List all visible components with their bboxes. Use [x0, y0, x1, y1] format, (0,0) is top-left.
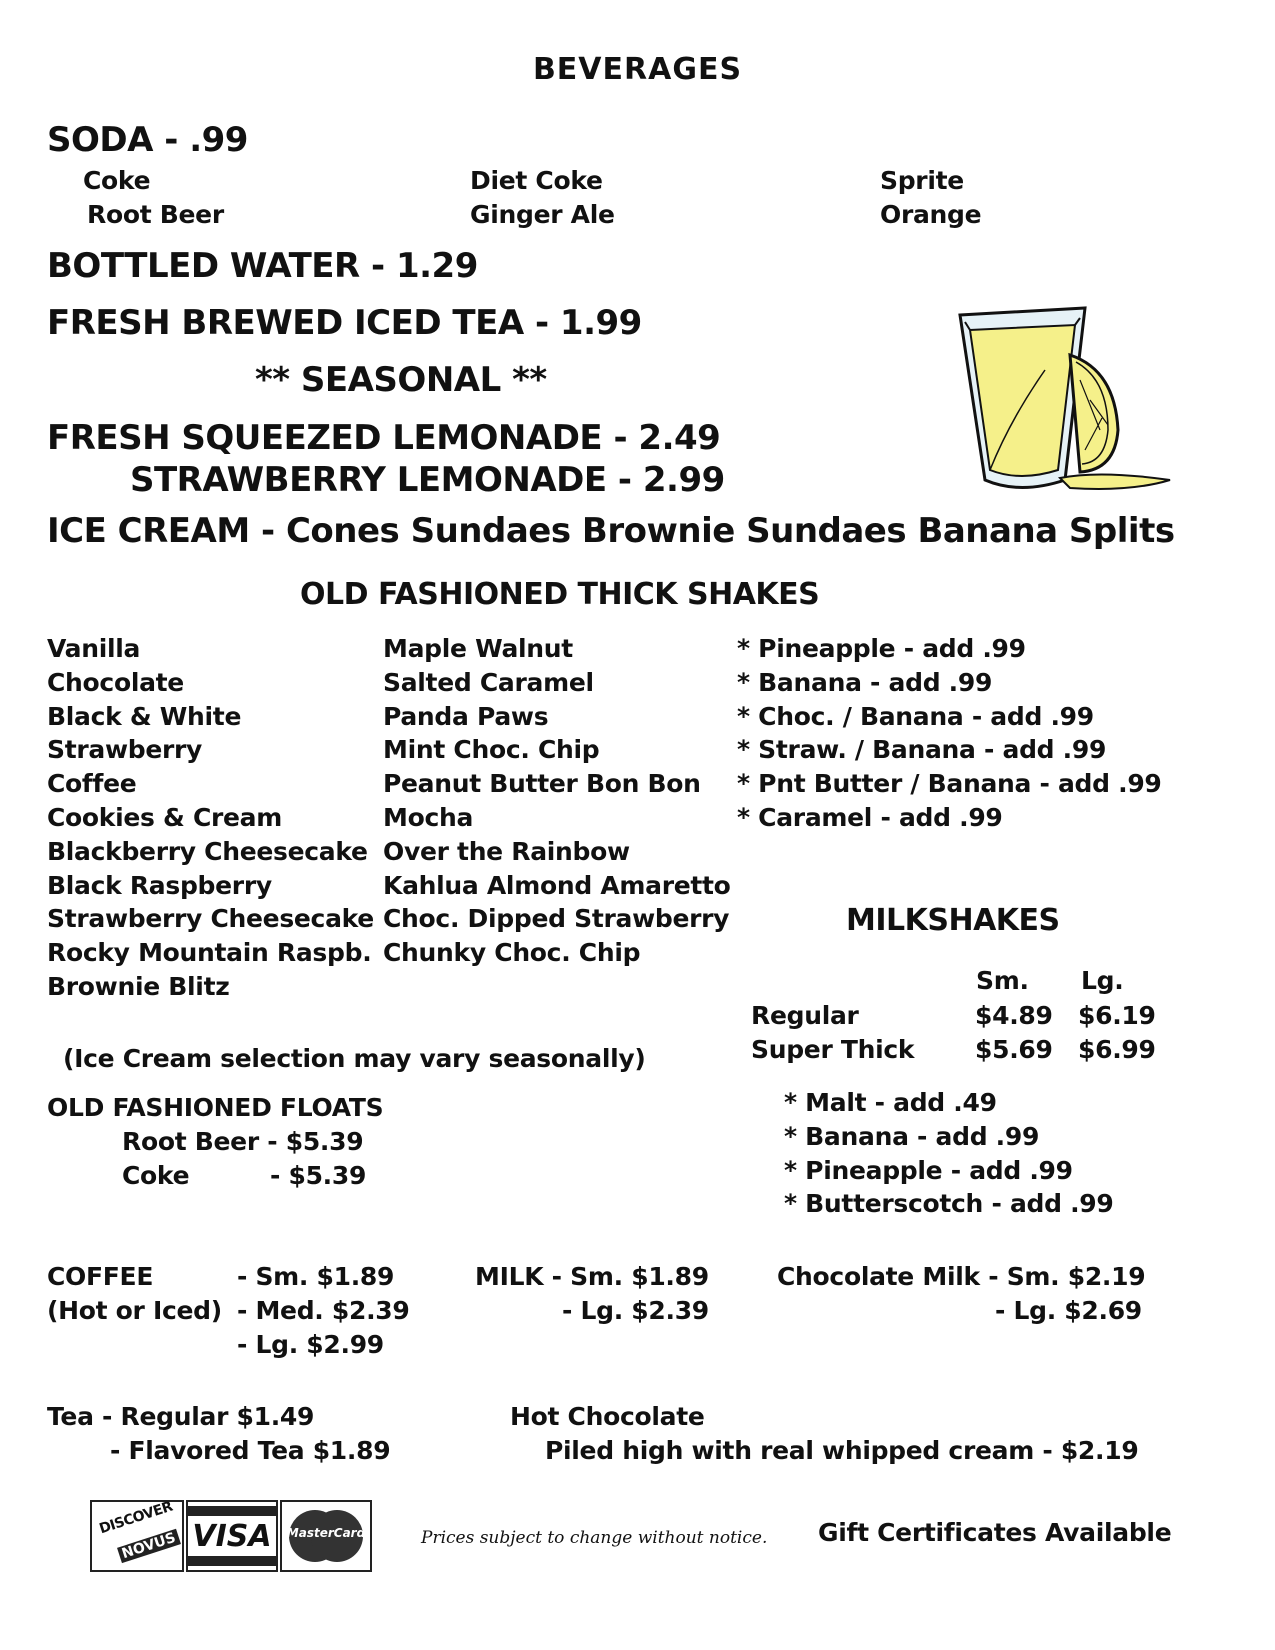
list-item: Coffee: [47, 769, 137, 799]
visa-text: VISA: [192, 1519, 272, 1554]
milkshake-name: Super Thick: [751, 1035, 915, 1064]
strawberry-lemonade: STRAWBERRY LEMONADE - 2.99: [130, 460, 725, 500]
seasonal-banner: ** SEASONAL **: [255, 360, 547, 400]
ice-cream-line: ICE CREAM - Cones Sundaes Brownie Sundaes Banana Splits: [47, 511, 1175, 551]
tea-flavored: - Flavored Tea $1.89: [110, 1436, 391, 1465]
coffee-size: - Sm. $1.89: [237, 1262, 395, 1291]
milkshake-price-large: $6.99: [1078, 1035, 1156, 1064]
milkshake-price-small: $4.89: [975, 1001, 1053, 1030]
list-item: Blackberry Cheesecake: [47, 836, 368, 866]
soda-flavor: Root Beer: [87, 200, 224, 229]
coffee-sub: (Hot or Iced): [47, 1296, 222, 1325]
soda-heading: SODA - .99: [47, 120, 248, 160]
soda-flavor: Sprite: [880, 166, 964, 195]
addon-item: * Choc. / Banana - add .99: [737, 701, 1094, 731]
hot-chocolate-desc: Piled high with real whipped cream - $2.19: [545, 1436, 1139, 1465]
iced-tea: FRESH BREWED ICED TEA - 1.99: [47, 303, 642, 343]
novus-text: NOVUS: [117, 1529, 180, 1563]
soda-flavor: Diet Coke: [470, 166, 603, 195]
addon-item: * Pnt Butter / Banana - add .99: [737, 769, 1162, 799]
soda-flavor: Ginger Ale: [470, 200, 615, 229]
list-item: Chocolate: [47, 667, 184, 697]
list-item: Chunky Choc. Chip: [383, 938, 641, 968]
size-header-large: Lg.: [1081, 966, 1124, 995]
list-item: Kahlua Almond Amaretto: [383, 870, 731, 900]
milkshakes-heading: MILKSHAKES: [846, 903, 1060, 938]
hot-chocolate-label: Hot Chocolate: [510, 1402, 705, 1431]
tea-regular: Tea - Regular $1.49: [47, 1402, 315, 1431]
addon-item: * Banana - add .99: [784, 1121, 1040, 1151]
list-item: Peanut Butter Bon Bon: [383, 769, 701, 799]
mastercard-text: MasterCard: [286, 1526, 366, 1540]
bottled-water: BOTTLED WATER - 1.29: [47, 246, 478, 286]
chocolate-milk-label: Chocolate Milk - Sm. $2.19: [777, 1262, 1146, 1291]
addon-item: * Banana - add .99: [737, 667, 993, 697]
float-price: - $5.39: [270, 1161, 367, 1190]
list-item: Salted Caramel: [383, 667, 594, 697]
list-item: Cookies & Cream: [47, 802, 282, 832]
selection-note: (Ice Cream selection may vary seasonally): [63, 1044, 646, 1073]
addon-item: * Malt - add .49: [784, 1088, 997, 1117]
list-item: Over the Rainbow: [383, 836, 630, 866]
list-item: Strawberry Cheesecake: [47, 904, 374, 934]
milkshake-price-small: $5.69: [975, 1035, 1053, 1064]
list-item: Black & White: [47, 701, 242, 731]
floats-heading: OLD FASHIONED FLOATS: [47, 1093, 384, 1122]
soda-flavor: Coke: [83, 166, 151, 195]
page-title: BEVERAGES: [532, 52, 743, 87]
lemonade: FRESH SQUEEZED LEMONADE - 2.49: [47, 418, 721, 458]
gift-certificates: Gift Certificates Available: [818, 1518, 1172, 1547]
shakes-heading: OLD FASHIONED THICK SHAKES: [300, 577, 820, 612]
coffee-size: - Med. $2.39: [237, 1296, 410, 1325]
list-item: Choc. Dipped Strawberry: [383, 904, 730, 934]
milkshake-addons: [784, 1086, 1114, 1221]
list-item: Vanilla: [47, 634, 141, 663]
coffee-size: - Lg. $2.99: [237, 1330, 384, 1359]
coffee-label: COFFEE: [47, 1262, 154, 1291]
list-item: Black Raspberry: [47, 870, 272, 900]
shakes-addons: [737, 632, 1162, 835]
addon-item: * Pineapple - add .99: [784, 1155, 1073, 1185]
list-item: Panda Paws: [383, 701, 549, 731]
addon-item: * Caramel - add .99: [737, 802, 1003, 832]
addon-item: * Pineapple - add .99: [737, 634, 1026, 663]
list-item: Mocha: [383, 802, 474, 832]
soda-flavor: Orange: [880, 200, 982, 229]
chocolate-milk-large: - Lg. $2.69: [995, 1296, 1142, 1325]
shakes-column-1: [47, 632, 374, 1004]
lemonade-glass-illustration: [950, 300, 1190, 500]
milk-large: - Lg. $2.39: [562, 1296, 709, 1325]
list-item: Rocky Mountain Raspb.: [47, 938, 372, 968]
milkshake-name: Regular: [751, 1001, 859, 1030]
float-item: Coke: [122, 1161, 190, 1190]
milk-label: MILK - Sm. $1.89: [475, 1262, 709, 1291]
discover-card-logo: [90, 1500, 184, 1572]
visa-card-logo: [186, 1500, 278, 1572]
addon-item: * Butterscotch - add .99: [784, 1189, 1114, 1219]
shakes-column-2: [383, 632, 731, 970]
list-item: Strawberry: [47, 735, 203, 765]
size-header-small: Sm.: [976, 966, 1029, 995]
mastercard-logo: [280, 1500, 372, 1572]
list-item: Brownie Blitz: [47, 971, 230, 1001]
addon-item: * Straw. / Banana - add .99: [737, 735, 1107, 765]
list-item: Mint Choc. Chip: [383, 735, 600, 765]
discover-text: DISCOVER: [97, 1498, 175, 1538]
milkshake-price-large: $6.19: [1078, 1001, 1156, 1030]
disclaimer: Prices subject to change without notice.: [421, 1528, 768, 1548]
float-item: Root Beer - $5.39: [122, 1127, 364, 1156]
list-item: Maple Walnut: [383, 634, 573, 663]
